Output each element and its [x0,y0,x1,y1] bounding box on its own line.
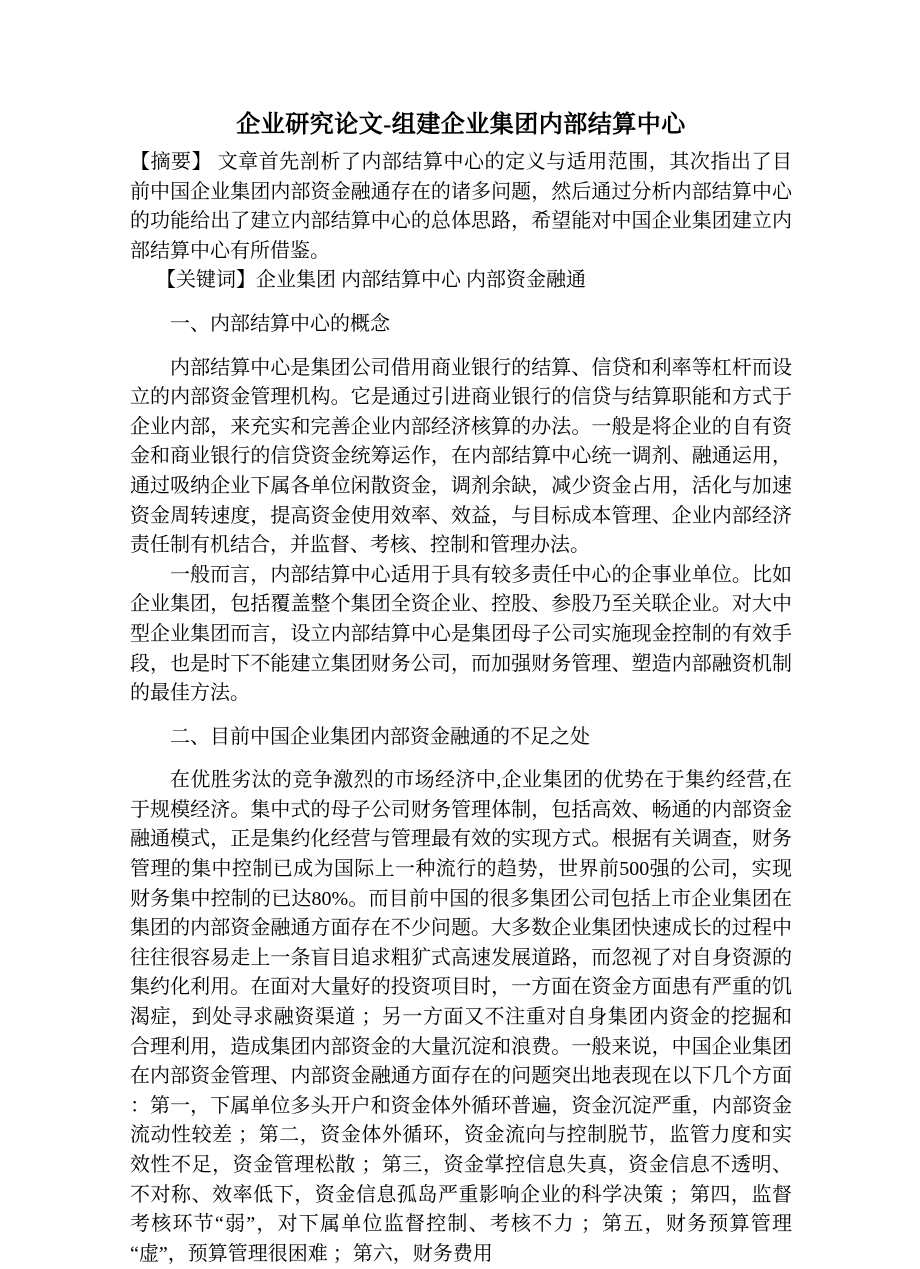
section-1-paragraph-1: 内部结算中心是集团公司借用商业银行的结算、信贷和利率等杠杆而设立的内部资金管理机构。它是通过引进商业银行的信贷与结算职能和方式于企业内部，来充实和完善企业内部经济核算的办法。一般是将企业的自有资金和商业银行的信贷资金统筹运作，在内部结算中心统一调剂、融通运用，通过吸纳企业下属各单位闲散资金，调剂余缺，减少资金占用，活化与加速资金周转速度，提高资金使用效率、效益，与目标成本管理、企业内部经济责任制有机结合，并监督、考核、控制和管理办法。 [130,356,792,557]
section-1-paragraph-2: 一般而言，内部结算中心适用于具有较多责任中心的企事业单位。比如企业集团，包括覆盖整个集团全资企业、控股、参股乃至关联企业。对大中型企业集团而言，设立内部结算中心是集团母子公司实施现金控制的有效手段，也是时下不能建立集团财务公司，而加强财务管理、塑造内部融资机制的最佳方法。 [130,563,792,705]
abstract-label: 【摘要】 [130,151,213,173]
keywords-paragraph [130,266,792,296]
document-title: 企业研究论文-组建企业集团内部结算中心 [236,112,686,138]
abstract-paragraph [130,148,792,266]
abstract-text: 文章首先剖析了内部结算中心的定义与适用范围，其次指出了目前中国企业集团内部资金融通存在的诸多问题，然后通过分析内部结算中心的功能给出了建立内部结算中心的总体思路，希望能对中国企业集团建立内部结算中心有所借鉴。 [130,151,792,262]
section-2-paragraph-1: 在优胜劣汰的竞争激烈的市场经济中,企业集团的优势在于集约经营,在于规模经济。集中式的母子公司财务管理体制，包括高效、畅通的内部资金融通模式，正是集约化经营与管理最有效的实现方式。根据有关调查，财务管理的集中控制已成为国际上一种流行的趋势，世界前500强的公司，实现财务集中控制的已达80%。而目前中国的很多集团公司包括上市企业集团在集团的内部资金融通方面存在不少问题。大多数企业集团快速成长的过程中往往很容易走上一条盲目追求粗犷式高速发展道路，而忽视了对自身资源的集约化利用。在面对大量好的投资项目时，一方面在资金方面患有严重的饥渴症，到处寻求融资渠道 ；另一方面又不注重对自身集团内资金的挖掘和合理利用，造成集团内部资金的大量沉淀和浪费。一般来说，中国企业集团在内部资金管理、内部资金融通方面存在的问题突出地表现在以下几个方面 ：第一，下属单位多头开户和资金体外循环普遍，资金沉淀严重，内部资金流动性较差 ；第二，资金体外循环，资金流向与控制脱节，监管力度和实效性不足，资金管理松散 ；第三，资金掌控信息失真，资金信息不透明、不对称、效率低下，资金信息孤岛严重影响企业的科学决策 ；第四，监督考核环节“弱”，对下属单位监督控制、考核不力 ；第五，财务预算管理“虚”，预算管理很困难 ；第六，财务费用 [130,769,792,1265]
keywords-text: 企业集团 内部结算中心 内部资金融通 [256,269,586,292]
keywords-label: 【关键词】 [156,269,256,292]
section-2-heading: 二、目前中国企业集团内部资金融通的不足之处 [170,725,590,748]
section-1-heading: 一、内部结算中心的概念 [170,312,390,335]
